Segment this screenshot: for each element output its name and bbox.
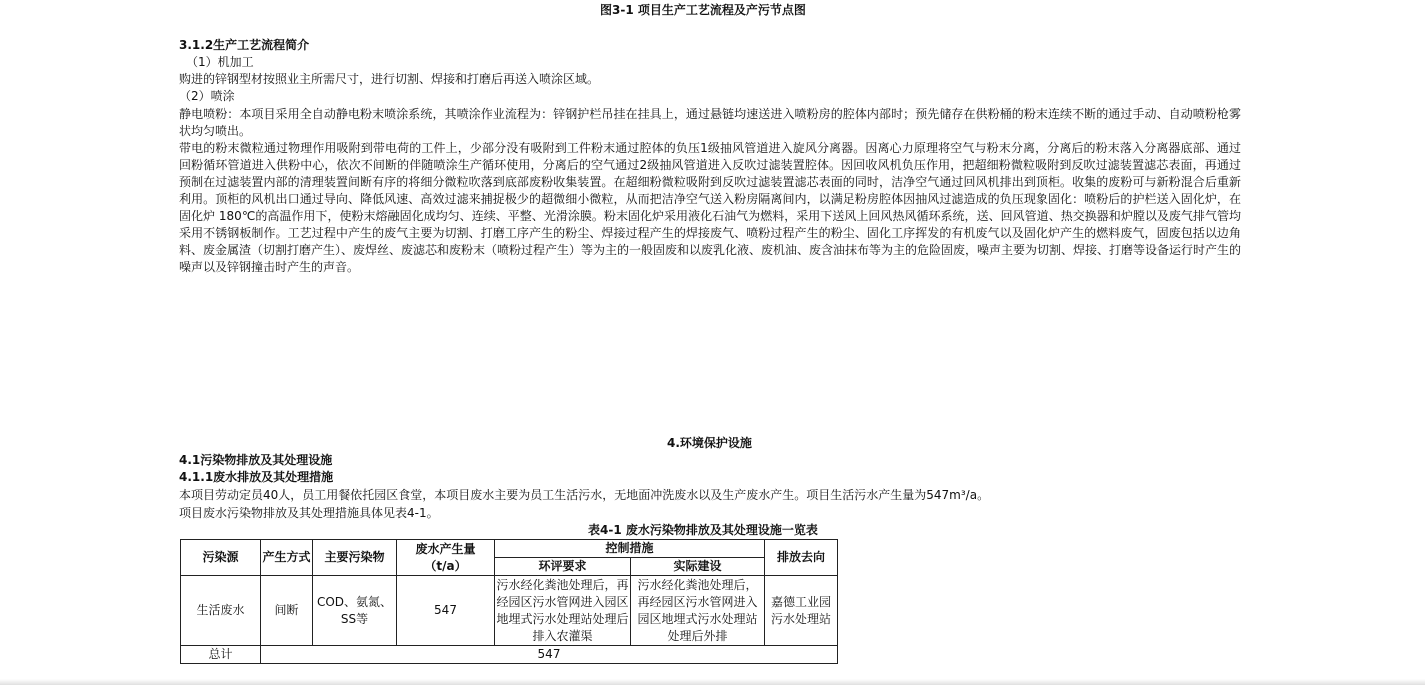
- paragraph-electrostatic-spraying: 静电喷粉：本项目采用全自动静电粉末喷涂系统，其喷涂作业流程为：锌钢护栏吊挂在挂具上，通过悬链均速送进入喷粉房的腔体内部时；预先储存在供粉桶的粉末连续不断的通过手动、自动喷粉枪雾状均匀喷出。: [179, 107, 1241, 138]
- subsection-spraying: （2）喷涂: [179, 89, 235, 103]
- paragraph-wastewater: 本项目劳动定员40人，员工用餐依托园区食堂，本项目废水主要为员工生活污水，无地面冲洗废水以及生产废水产生。项目生活污水产生量为547m³/a。: [179, 488, 990, 502]
- cell-source: 生活废水: [181, 576, 261, 646]
- header-mode: 产生方式: [261, 540, 313, 576]
- paragraph-table-reference: 项目废水污染物排放及其处理措施具体见表4-1。: [179, 506, 439, 520]
- page-bottom-shadow: [0, 679, 1425, 685]
- table-total-row: [181, 646, 838, 664]
- cell-actual: 污水经化粪池处理后，再经园区污水管网进入园区地埋式污水处理站处理后外排: [631, 576, 765, 646]
- paragraph-powder-process: 带电的粉末微粒通过物理作用吸附到带电荷的工件上，少部分没有吸附到工件粉末通过腔体的负压1级抽风管道进入旋风分离器。因离心力原理将空气与粉末分离，分离后的粉末落入分离器底部、通过回粉循环管道进入供粉中心，依次不间断的伴随喷涂生产循环使用，分离后的空气通过2级抽风管道进入反吹过滤装置腔体。因回收风机负压作用，把超细粉微粒吸附到反吹过滤装置滤芯表面，再通过预制在过滤装置内部的清理装置间断有序的将细分微粒吹落到底部废粉收集装置。在超细粉微粒吸附到反吹过滤装置滤芯表面的同时，洁净空气通过回风机排出到顶柜。收集的废粉可与新粉混合后重新利用。顶柜的风机出口通过导向、降低风速、高效过滤来捕捉极少的超微细小微粒，从而把洁净空气送入粉房隔离间内，以满足粉房腔体因抽风过滤造成的负压现象固化：喷粉后的护栏送入固化炉，在固化炉 180℃的高温作用下，使粉末熔融固化成均匀、连续、平整、光滑涂膜。粉末固化炉采用液化石油气为燃料，采用下送风上回风热风循环系统，送、回风管道、热交换器和炉膛以及废气排气管均采用不锈钢板制作。工艺过程中产生的废气主要为切割、打磨工序产生的粉尘、焊接过程产生的焊接废气、喷粉过程产生的粉尘、固化工序挥发的有机废气以及固化炉产生的燃料废气，固废包括以边角料、废金属渣（切割打磨产生）、废焊丝、废滤芯和废粉末（喷粉过程产生）等为主的一般固废和以废乳化液、废机油、废含油抹布等为主的危险固废，噪声主要为切割、焊接、打磨等设备运行时产生的噪声以及锌钢撞击时产生的声音。: [179, 141, 1242, 274]
- table-row: [181, 576, 838, 646]
- cell-destination: 嘉德工业园污水处理站: [765, 576, 838, 646]
- figure-caption: 图3-1 项目生产工艺流程及产污节点图: [600, 3, 806, 17]
- cell-total-label: 总计: [181, 646, 261, 664]
- section-title-3-1-2: 3.1.2生产工艺流程简介: [179, 38, 310, 52]
- header-actual: 实际建设: [631, 558, 765, 576]
- chapter-title: 4.环境保护设施: [667, 436, 752, 450]
- section-title-4-1-1: 4.1.1废水排放及其处理措施: [179, 470, 334, 484]
- cell-eia: 污水经化粪池处理后，再经园区污水管网进入园区地埋式污水处理站处理后排入农灌渠: [495, 576, 631, 646]
- cell-pollutants: COD、氨氮、SS等: [313, 576, 397, 646]
- header-control: 控制措施: [495, 540, 765, 558]
- section-title-4-1: 4.1污染物排放及其处理设施: [179, 453, 333, 467]
- subsection-machining: （1）机加工: [186, 55, 254, 69]
- header-volume: 废水产生量（t/a）: [397, 540, 495, 576]
- header-source: 污染源: [181, 540, 261, 576]
- header-destination: 排放去向: [765, 540, 838, 576]
- table-caption: 表4-1 废水污染物排放及其处理设施一览表: [588, 523, 818, 537]
- table-header-row: [181, 540, 838, 558]
- header-pollutants: 主要污染物: [313, 540, 397, 576]
- header-eia: 环评要求: [495, 558, 631, 576]
- cell-total-value: 547: [261, 646, 838, 664]
- cell-mode: 间断: [261, 576, 313, 646]
- paragraph-machining: 购进的锌钢型材按照业主所需尺寸，进行切割、焊接和打磨后再送入喷涂区域。: [179, 72, 600, 86]
- wastewater-table: [180, 539, 838, 664]
- cell-volume: 547: [397, 576, 495, 646]
